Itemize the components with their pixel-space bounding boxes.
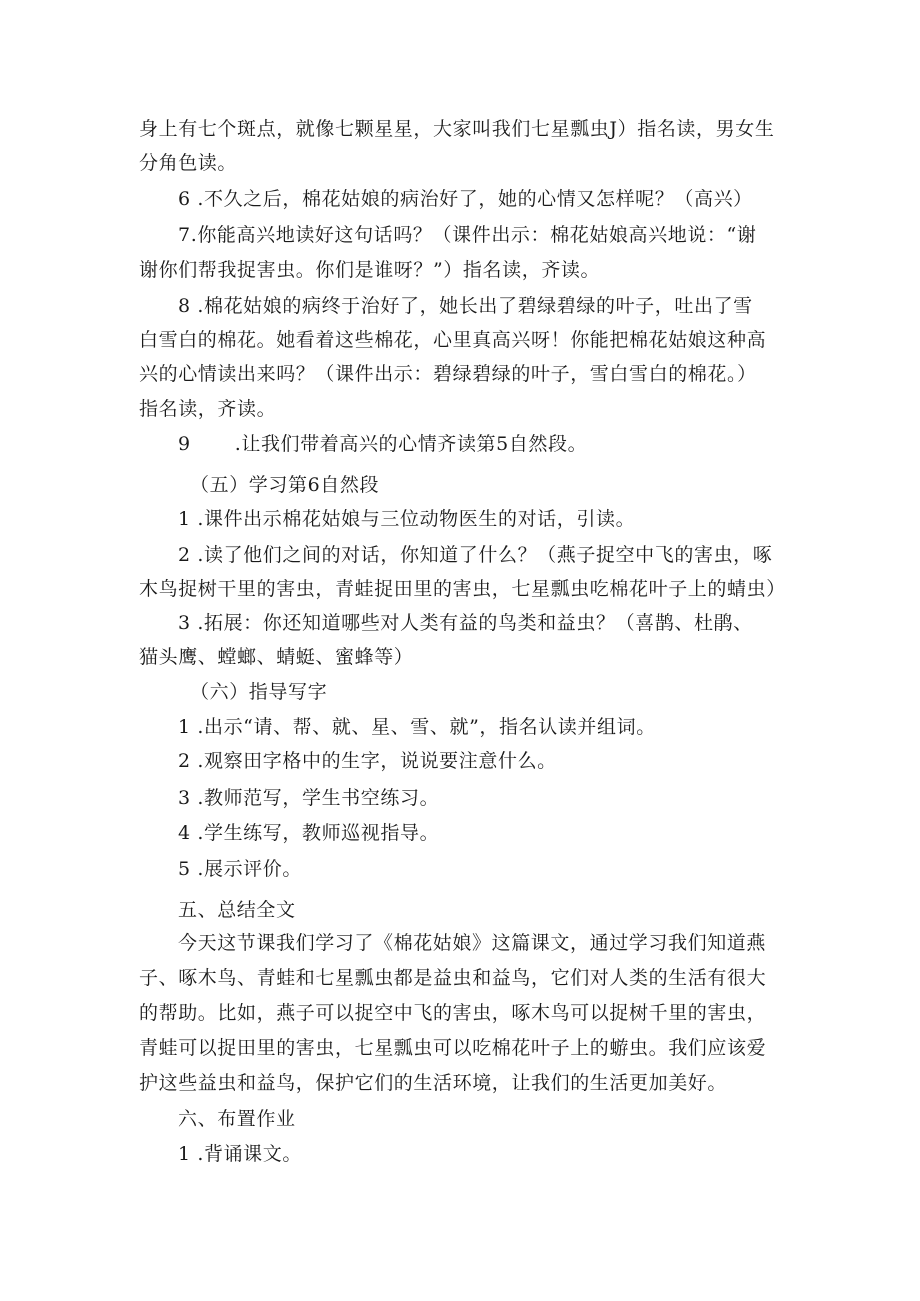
text-line: 猫头鹰、螳螂、蜻蜓、蜜蜂等） <box>139 646 414 668</box>
list-item: 1 .出示“请、帮、就、星、雪、就”，指名认读并组词。 <box>178 716 656 738</box>
text-line: 谢你们帮我捉害虫。你们是谁呀？”）指名读，齐读。 <box>139 259 601 281</box>
text-line: 护这些益虫和益鸟，保护它们的生活环境，让我们的生活更加美好。 <box>139 1072 728 1094</box>
list-text: .让我们带着高兴的心情齐读第5自然段。 <box>234 433 588 455</box>
text-line: 今天这节课我们学习了《棉花姑娘》这篇课文，通过学习我们知道燕 <box>178 932 767 954</box>
list-item: 6 .不久之后，棉花姑娘的病治好了，她的心情又怎样呢？（高兴） <box>178 188 753 210</box>
list-item: 4 .学生练写，教师巡视指导。 <box>178 822 440 844</box>
list-item: 1 .课件出示棉花姑娘与三位动物医生的对话，引读。 <box>178 508 636 530</box>
list-item: 7.你能高兴地读好这句话吗？（课件出示：棉花姑娘高兴地说：“谢 <box>178 224 757 246</box>
text-line: 指名读，齐读。 <box>139 398 277 420</box>
text-line: 兴的心情读出来吗？（课件出示：碧绿碧绿的叶子，雪白雪白的棉花。） <box>139 363 757 385</box>
text-line: 子、啄木鸟、青蛙和七星瓢虫都是益虫和益鸟，它们对人类的生活有很大 <box>139 967 767 989</box>
text-line: 的帮助。比如，燕子可以捉空中飞的害虫，啄木鸟可以捉树千里的害虫， <box>139 1002 767 1024</box>
section-heading: 五、总结全文 <box>178 899 296 921</box>
list-item: 3 .拓展：你还知道哪些对人类有益的鸟类和益虫？（喜鹊、杜鹃、 <box>178 612 753 634</box>
section-heading: 六、布置作业 <box>178 1108 296 1130</box>
text-line: 青蛙可以捉田里的害虫，七星瓢虫可以吃棉花叶子上的蝣虫。我们应该爱 <box>139 1037 767 1059</box>
text-line: 木鸟捉树干里的害虫，青蛙捉田里的害虫，七星瓢虫吃棉花叶子上的蜻虫） <box>139 578 786 600</box>
section-heading: （五）学习第6自然段 <box>190 474 380 496</box>
text-line: 白雪白的棉花。她看着这些棉花，心里真高兴呀！你能把棉花姑娘这种高 <box>139 329 767 351</box>
list-item: 8 .棉花姑娘的病终于治好了，她长出了碧绿碧绿的叶子，吐出了雪 <box>178 295 753 317</box>
list-item: 5 .展示评价。 <box>178 858 302 880</box>
list-item: 1 .背诵课文。 <box>178 1143 302 1165</box>
list-item <box>178 431 828 457</box>
list-number: 9 <box>178 433 191 455</box>
list-item: 3 .教师范写，学生书空练习。 <box>178 787 440 809</box>
text-line: 分角色读。 <box>139 152 238 174</box>
section-heading: （六）指导写字 <box>190 681 328 703</box>
list-item: 2 .读了他们之间的对话，你知道了什么？（燕子捉空中飞的害虫，啄 <box>178 544 773 566</box>
list-item: 2 .观察田字格中的生字，说说要注意什么。 <box>178 750 557 772</box>
text-line: 身上有七个斑点，就像七颗星星，大家叫我们七星瓢虫J）指名读，男女生 <box>139 118 775 140</box>
